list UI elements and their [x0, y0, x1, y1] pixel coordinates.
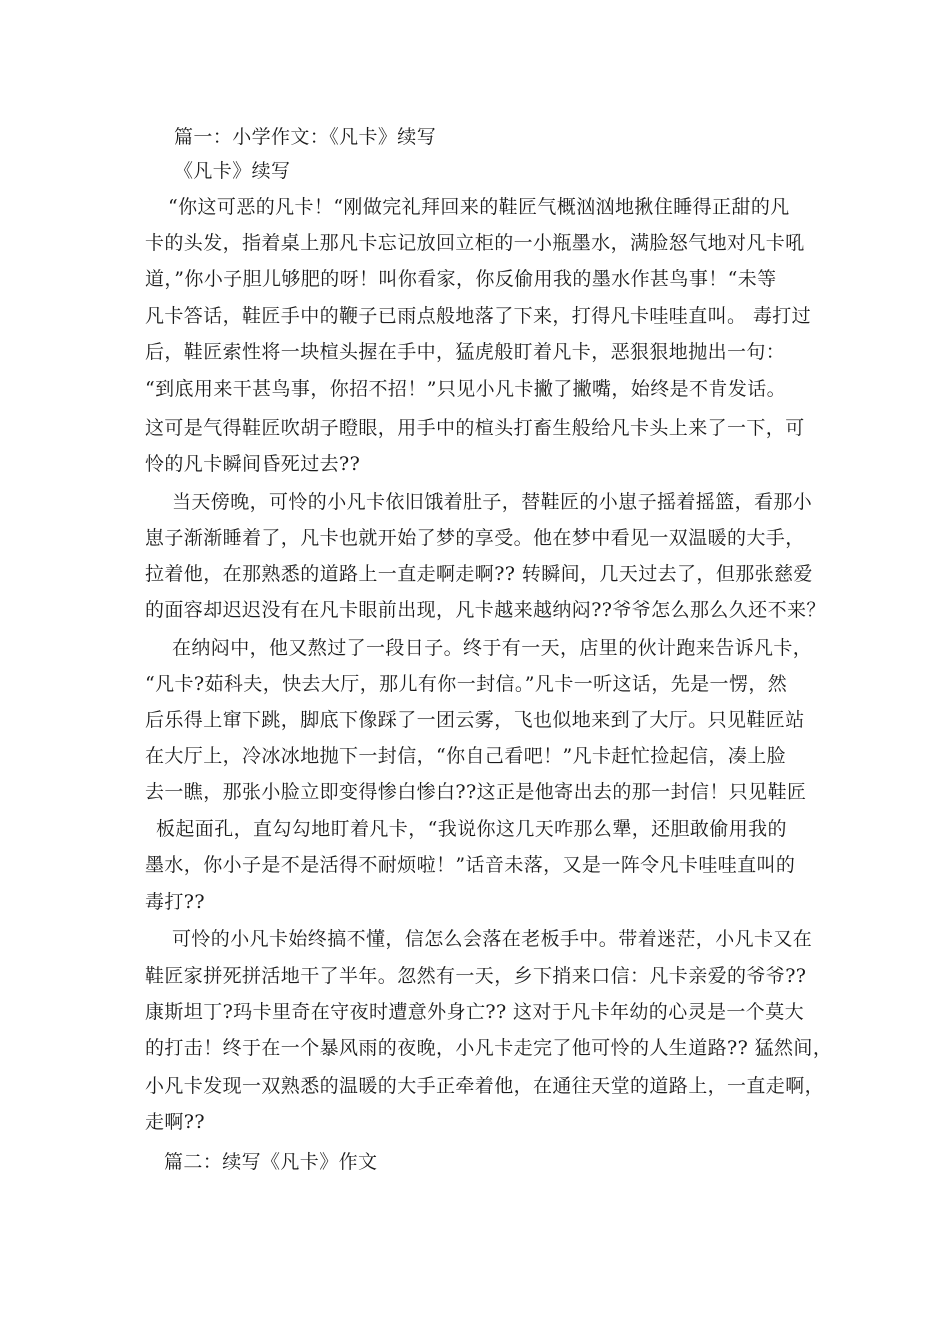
- text-line: 的打击！终于在一个暴风雨的夜晚，小凡卡走完了他可怜的人生道路?? 猛然间，: [145, 1037, 833, 1059]
- section-heading-1: 篇一：小学作文：《凡卡》续写: [174, 126, 437, 148]
- text-line: 后乐得上窜下跳，脚底下像踩了一团云雾，飞也似地来到了大厅。只见鞋匠站: [145, 709, 805, 731]
- text-line: “凡卡?茹科夫，快去大厅，那儿有你一封信。”凡卡一听这话，先是一愣，然: [145, 673, 788, 695]
- text-line: 卡的头发，指着桌上那凡卡忘记放回立柜的一小瓶墨水，满脸怒气地对凡卡吼: [145, 232, 805, 254]
- text-line: 可怜的小凡卡始终搞不懂，信怎么会落在老板手中。带着迷茫，小凡卡又在: [172, 928, 813, 950]
- text-line: 怜的凡卡瞬间昏死过去??: [145, 453, 361, 475]
- text-line: 后，鞋匠索性将一块楦头握在手中，猛虎般盯着凡卡，恶狠狠地抛出一句：: [145, 341, 786, 363]
- text-line: 小凡卡发现一双熟悉的温暖的大手正牵着他，在通往天堂的道路上，一直走啊，: [145, 1075, 825, 1097]
- essay-title: 《凡卡》续写: [174, 160, 291, 182]
- text-line: 当天傍晚，可怜的小凡卡依旧饿着肚子，替鞋匠的小崽子摇着摇篮，看那小: [172, 491, 813, 513]
- text-line: 走啊??: [145, 1111, 205, 1133]
- text-line: 道，”你小子胆儿够肥的呀！叫你看家，你反偷用我的墨水作甚鸟事！“未等: [145, 268, 777, 290]
- text-line: 在纳闷中，他又熬过了一段日子。终于有一天，店里的伙计跑来告诉凡卡，: [172, 637, 813, 659]
- text-line: “你这可恶的凡卡！“刚做完礼拜回来的鞋匠气概汹汹地揪住睡得正甜的凡: [168, 196, 790, 218]
- text-line: 的面容却迟迟没有在凡卡眼前出现，凡卡越来越纳闷??爷爷怎么那么久还不来？: [145, 599, 826, 621]
- section-heading-2: 篇二：续写《凡卡》作文: [164, 1151, 378, 1173]
- text-line: 这可是气得鞋匠吹胡子瞪眼，用手中的楦头打畜生般给凡卡头上来了一下，可: [145, 417, 805, 439]
- text-line: 板起面孔，直勾勾地盯着凡卡，“我说你这几天咋那么犟，还胆敢偷用我的: [156, 818, 787, 840]
- text-line: 康斯坦丁?玛卡里奇在守夜时遭意外身亡?? 这对于凡卡年幼的心灵是一个莫大: [145, 1001, 805, 1023]
- text-line: 去一瞧，那张小脸立即变得惨白惨白??这正是他寄出去的那一封信！只见鞋匠: [145, 781, 807, 803]
- text-line: 毒打??: [145, 891, 205, 913]
- text-line: 墨水，你小子是不是活得不耐烦啦！”话音未落，又是一阵令凡卡哇哇直叫的: [145, 854, 796, 876]
- text-line: 鞋匠家拼死拼活地干了半年。忽然有一天，乡下捎来口信：凡卡亲爱的爷爷??: [145, 965, 807, 987]
- text-line: “到底用来干甚鸟事，你招不招！”只见小凡卡撇了撇嘴，始终是不肯发话。: [145, 378, 787, 400]
- text-line: 崽子渐渐睡着了，凡卡也就开始了梦的享受。他在梦中看见一双温暖的大手，: [145, 527, 805, 549]
- text-line: 在大厅上，冷冰冰地抛下一封信，“你自己看吧！”凡卡赶忙捡起信，凑上脸: [145, 745, 787, 767]
- text-line: 凡卡答话，鞋匠手中的鞭子已雨点般地落了下来，打得凡卡哇哇直叫。 毒打过: [145, 305, 812, 327]
- text-line: 拉着他，在那熟悉的道路上一直走啊走啊?? 转瞬间，几天过去了，但那张慈爱: [145, 563, 813, 585]
